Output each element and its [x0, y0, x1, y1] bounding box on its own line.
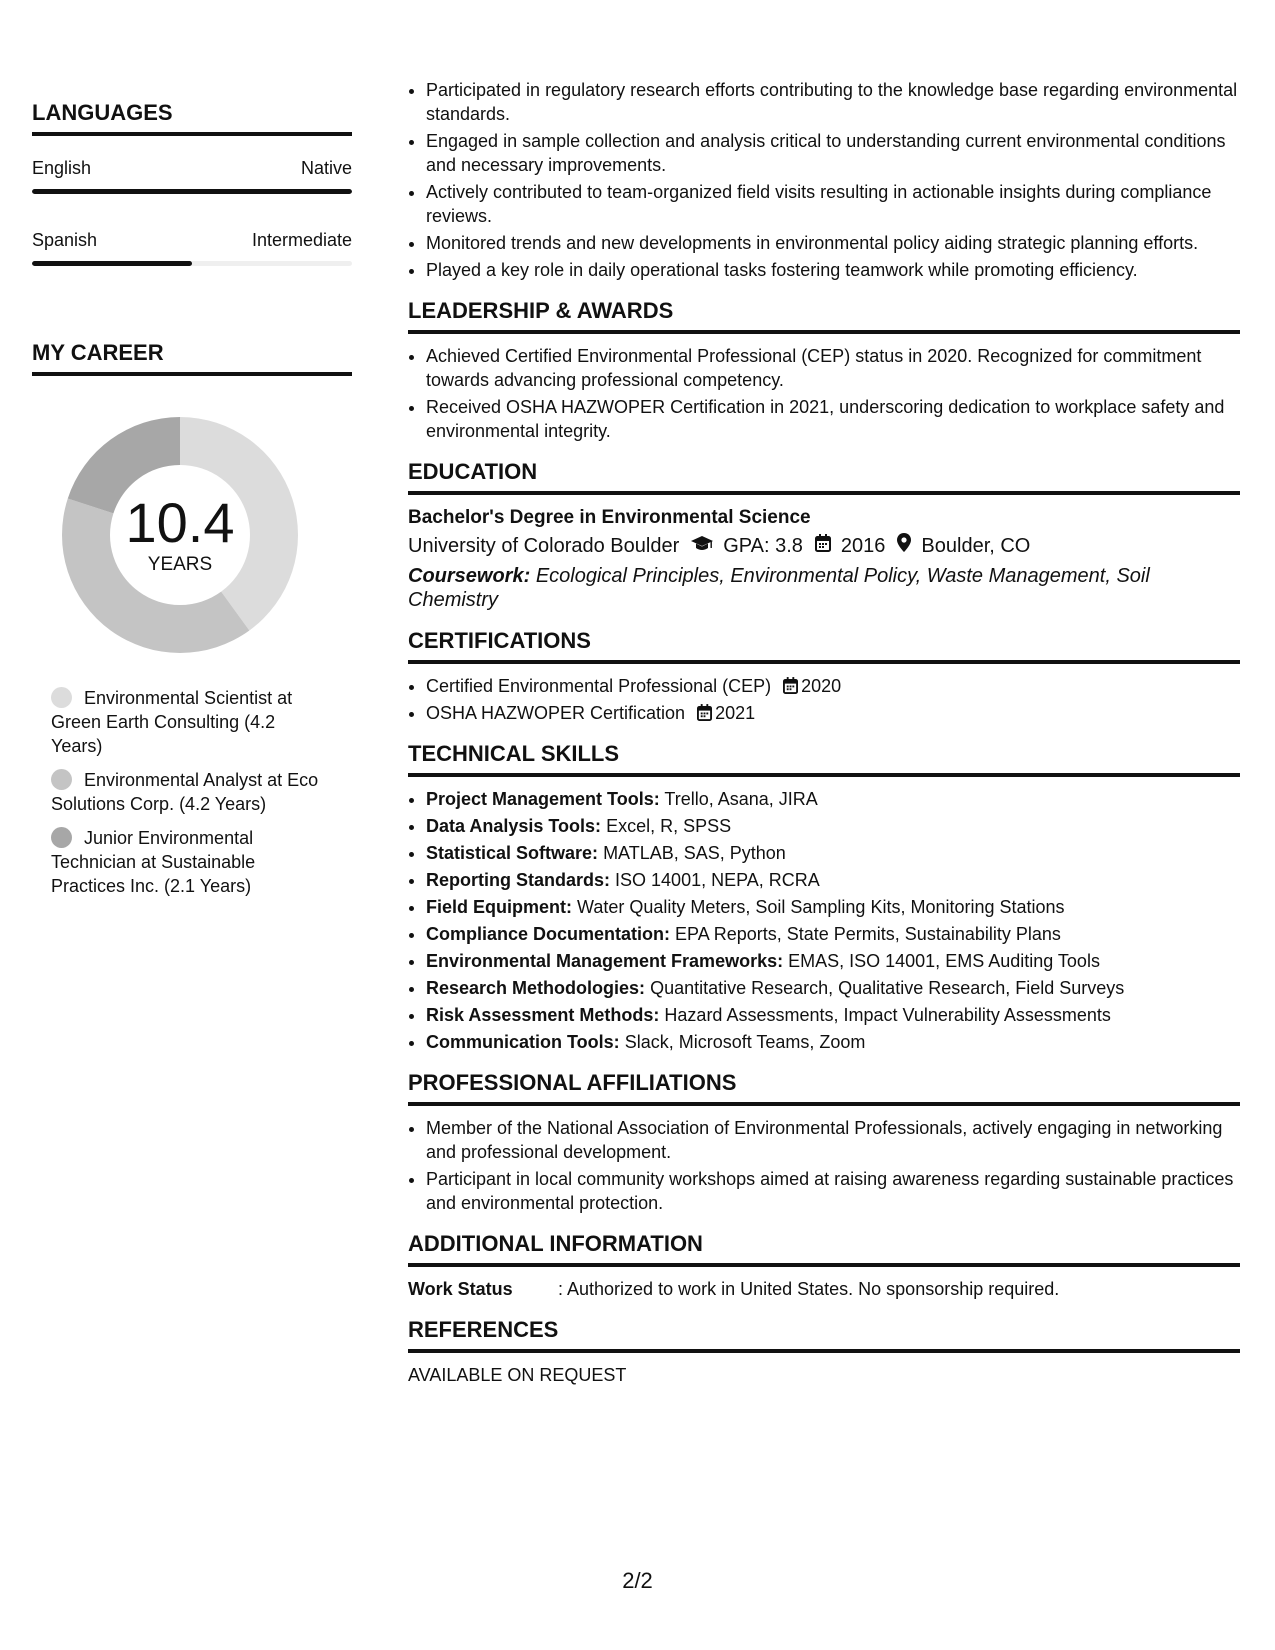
- career-legend-label: Environmental Scientist at Green Earth Consulting (4.2 Years): [51, 688, 293, 756]
- career-heading: MY CAREER: [32, 340, 352, 376]
- education-school: University of Colorado Boulder: [408, 535, 680, 557]
- work-status-row: [408, 1277, 1240, 1301]
- career-legend-label: Junior Environmental Technician at Sustainable Practices Inc. (2.1 Years): [51, 828, 256, 896]
- experience-bullet: • Participated in regulatory research efforts contributing to the knowledge base regarding environmental standards.: [426, 78, 1240, 126]
- additional-section: [408, 1231, 1240, 1301]
- skill-item: [426, 1003, 1240, 1027]
- references-text: AVAILABLE ON REQUEST: [408, 1365, 627, 1385]
- career-legend-item: [51, 768, 321, 816]
- skill-label: Risk Assessment Methods:: [426, 1005, 660, 1025]
- certifications-heading: CERTIFICATIONS: [408, 628, 1240, 664]
- work-status-value: : Authorized to work in United States. No sponsorship required.: [558, 1279, 1060, 1299]
- affiliation-item: • Member of the National Association of Environmental Professionals, actively engaging in networking and professional development.: [426, 1116, 1240, 1164]
- skill-label: Project Management Tools:: [426, 789, 660, 809]
- skill-value: Trello, Asana, JIRA: [664, 789, 818, 809]
- career-legend-item: [51, 686, 321, 758]
- skills-section: [408, 741, 1240, 1054]
- skill-item: [426, 1030, 1240, 1054]
- right-column: [408, 78, 1240, 1387]
- work-status-label: Work Status: [408, 1279, 513, 1299]
- language-proficiency-fill: [32, 189, 352, 194]
- map-pin-icon: [897, 531, 911, 561]
- skill-label: Compliance Documentation:: [426, 924, 671, 944]
- career-total-years: 10.4: [125, 491, 235, 554]
- skill-value: Quantitative Research, Qualitative Research, Field Surveys: [650, 978, 1125, 998]
- education-location: Boulder, CO: [921, 535, 1031, 557]
- skill-label: Environmental Management Frameworks:: [426, 951, 784, 971]
- skill-item: [426, 814, 1240, 838]
- skill-value: EPA Reports, State Permits, Sustainability Plans: [675, 924, 1061, 944]
- career-legend-item: [51, 826, 321, 898]
- skill-label: Reporting Standards:: [426, 870, 611, 890]
- skill-item: [426, 868, 1240, 892]
- leadership-heading: LEADERSHIP & AWARDS: [408, 298, 1240, 334]
- skill-item: [426, 787, 1240, 811]
- skill-value: Water Quality Meters, Soil Sampling Kits, Monitoring Stations: [577, 897, 1065, 917]
- references-section: [408, 1317, 1240, 1387]
- calendar-icon: [815, 531, 831, 561]
- references-heading: REFERENCES: [408, 1317, 1240, 1353]
- education-heading: EDUCATION: [408, 459, 1240, 495]
- leadership-item: • Achieved Certified Environmental Professional (CEP) status in 2020. Recognized for commitment towards advancing professional competency.: [426, 344, 1240, 392]
- career-legend-label: Environmental Analyst at Eco Solutions Corp. (4.2 Years): [51, 770, 319, 814]
- language-item: [32, 158, 352, 194]
- legend-dot-icon: [51, 769, 72, 790]
- skill-label: Communication Tools:: [426, 1032, 620, 1052]
- skill-value: MATLAB, SAS, Python: [603, 843, 786, 863]
- skill-value: EMAS, ISO 14001, EMS Auditing Tools: [788, 951, 1100, 971]
- career-donut-chart: [55, 410, 305, 660]
- experience-bullet: • Engaged in sample collection and analysis critical to understanding current environmental conditions and necessary improvements.: [426, 129, 1240, 177]
- page-number: 2/2: [622, 1568, 653, 1593]
- career-total-unit: YEARS: [147, 554, 213, 575]
- leadership-item: • Received OSHA HAZWOPER Certification in 2021, underscoring dedication to workplace safety and environmental integrity.: [426, 395, 1240, 443]
- experience-bullet: • Played a key role in daily operational tasks fostering teamwork while promoting efficiency.: [426, 258, 1240, 282]
- affiliation-item: • Participant in local community workshops aimed at raising awareness regarding sustainable practices and environmental protection.: [426, 1167, 1240, 1215]
- skill-label: Field Equipment:: [426, 897, 572, 917]
- language-level: Native: [300, 158, 352, 178]
- calendar-icon: [783, 677, 798, 694]
- left-column: [32, 100, 352, 908]
- skill-value: Excel, R, SPSS: [606, 816, 732, 836]
- skill-value: ISO 14001, NEPA, RCRA: [615, 870, 820, 890]
- certification-name: Certified Environmental Professional (CEP): [426, 676, 772, 696]
- skill-item: [426, 949, 1240, 973]
- language-level: Intermediate: [251, 230, 352, 250]
- certifications-section: [408, 628, 1240, 725]
- skill-item: [426, 976, 1240, 1000]
- language-item: [32, 230, 352, 266]
- skill-item: [426, 922, 1240, 946]
- legend-dot-icon: [51, 827, 72, 848]
- leadership-section: [408, 298, 1240, 443]
- education-coursework: [408, 564, 1240, 612]
- certification-item: [426, 701, 1240, 725]
- affiliations-heading: PROFESSIONAL AFFILIATIONS: [408, 1070, 1240, 1106]
- education-year: 2016: [840, 535, 886, 557]
- skill-value: Hazard Assessments, Impact Vulnerability Assessments: [664, 1005, 1111, 1025]
- language-proficiency-fill: [32, 261, 192, 266]
- skill-label: Statistical Software:: [426, 843, 599, 863]
- coursework-label: Coursework:: [408, 565, 531, 587]
- certification-year: 2020: [801, 676, 842, 696]
- language-proficiency-bar: [32, 261, 352, 266]
- education-gpa: GPA: 3.8: [723, 535, 803, 557]
- language-proficiency-bar: [32, 189, 352, 194]
- education-details: [408, 531, 1240, 561]
- additional-heading: ADDITIONAL INFORMATION: [408, 1231, 1240, 1267]
- experience-bullet: • Actively contributed to team-organized field visits resulting in actionable insights during compliance reviews.: [426, 180, 1240, 228]
- skill-item: [426, 841, 1240, 865]
- education-degree: Bachelor's Degree in Environmental Science: [408, 507, 811, 528]
- calendar-icon: [697, 704, 712, 721]
- skills-heading: TECHNICAL SKILLS: [408, 741, 1240, 777]
- skill-item: [426, 895, 1240, 919]
- affiliations-section: [408, 1070, 1240, 1215]
- coursework-text: Ecological Principles, Environmental Policy, Waste Management, Soil Chemistry: [408, 565, 1150, 611]
- language-name: English: [32, 158, 92, 178]
- experience-bullets: [408, 78, 1240, 282]
- certification-item: [426, 674, 1240, 698]
- certification-year: 2021: [715, 703, 756, 723]
- education-section: [408, 459, 1240, 612]
- languages-heading: LANGUAGES: [32, 100, 352, 136]
- graduation-cap-icon: [691, 531, 713, 561]
- skill-value: Slack, Microsoft Teams, Zoom: [624, 1032, 866, 1052]
- career-legend: [51, 686, 321, 898]
- skill-label: Data Analysis Tools:: [426, 816, 602, 836]
- language-name: Spanish: [32, 230, 98, 250]
- legend-dot-icon: [51, 687, 72, 708]
- experience-bullet: • Monitored trends and new developments in environmental policy aiding strategic planning efforts.: [426, 231, 1240, 255]
- skill-label: Research Methodologies:: [426, 978, 646, 998]
- certification-name: OSHA HAZWOPER Certification: [426, 703, 686, 723]
